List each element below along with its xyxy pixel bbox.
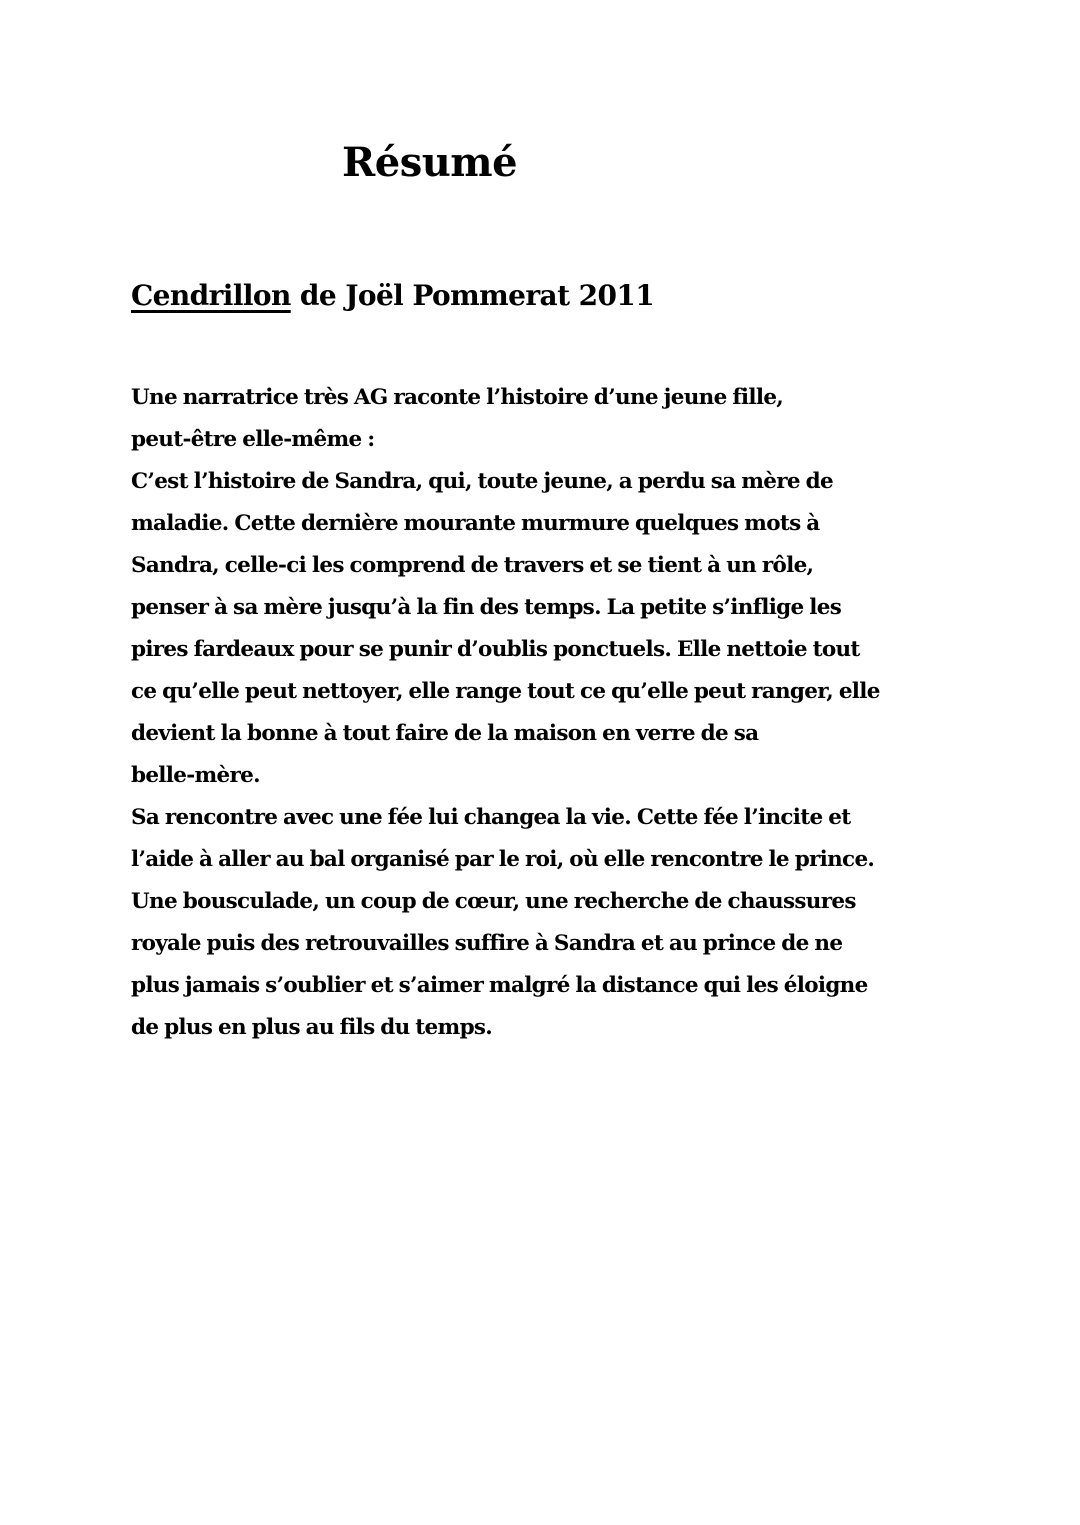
summary-line: pires fardeaux pour se punir d’oublis ponctuels. Elle nettoie tout xyxy=(131,637,860,662)
summary-paragraph xyxy=(131,377,951,1049)
page-title: Résumé xyxy=(342,139,518,186)
summary-line: plus jamais s’oublier et s’aimer malgré la distance qui les éloigne xyxy=(131,973,868,998)
summary-line: de plus en plus au fils du temps. xyxy=(131,1015,493,1040)
work-author-year: de Joël Pommerat 2011 xyxy=(290,279,655,312)
summary-line: peut-être elle-même : xyxy=(131,427,375,452)
summary-line: belle-mère. xyxy=(131,763,260,788)
summary-line: Sa rencontre avec une fée lui changea la vie. Cette fée l’incite et xyxy=(131,805,851,830)
summary-line: penser à sa mère jusqu’à la fin des temps. La petite s’inflige les xyxy=(131,595,842,620)
summary-line: Sandra, celle-ci les comprend de travers et se tient à un rôle, xyxy=(131,553,814,578)
summary-line: royale puis des retrouvailles suffire à Sandra et au prince de ne xyxy=(131,931,843,956)
summary-line: C’est l’histoire de Sandra, qui, toute jeune, a perdu sa mère de xyxy=(131,469,833,494)
work-title: Cendrillon xyxy=(131,279,291,312)
summary-line: Une narratrice très AG raconte l’histoire d’une jeune fille, xyxy=(131,385,784,410)
summary-line: l’aide à aller au bal organisé par le roi, où elle rencontre le prince. xyxy=(131,847,875,872)
summary-line: maladie. Cette dernière mourante murmure quelques mots à xyxy=(131,511,820,536)
summary-line: devient la bonne à tout faire de la maison en verre de sa xyxy=(131,721,759,746)
summary-line: ce qu’elle peut nettoyer, elle range tout ce qu’elle peut ranger, elle xyxy=(131,679,880,704)
work-heading xyxy=(131,274,654,318)
summary-line: Une bousculade, un coup de cœur, une recherche de chaussures xyxy=(131,889,856,914)
